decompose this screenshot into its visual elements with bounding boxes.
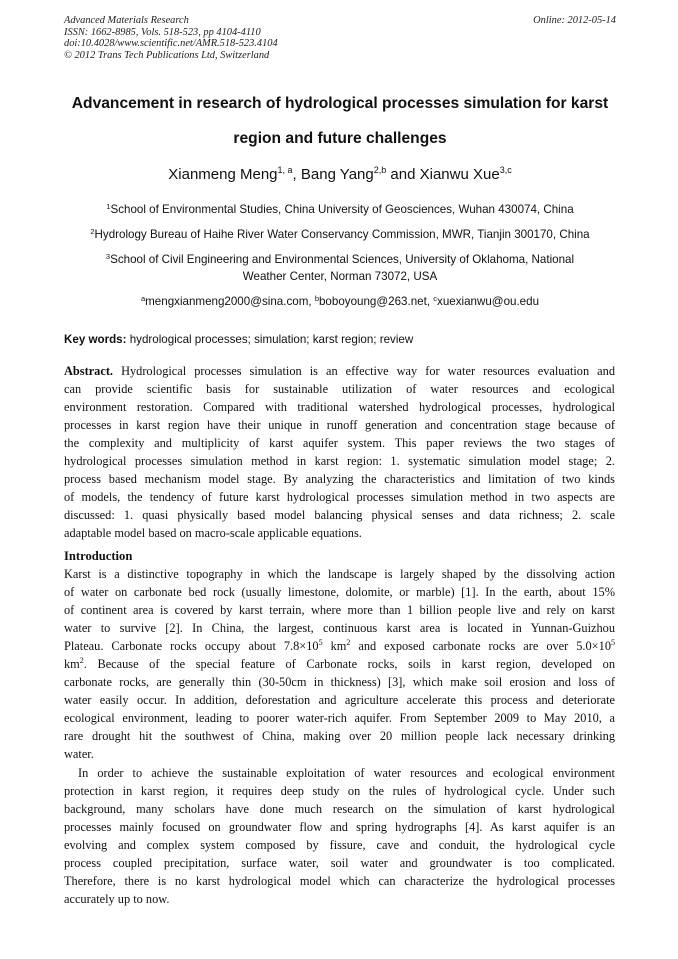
- affiliation-2: [50, 226, 630, 243]
- affiliation-1: [50, 201, 630, 218]
- author-affil-mark: 2,b: [373, 165, 387, 175]
- issn-line: ISSN: 1662-8985, Vols. 518-523, pp 4104-4110: [64, 26, 261, 38]
- body-line: evolving and complex system composed by fissure, cave and conduit, the hydrological cycle: [64, 838, 615, 853]
- body-line: process coupled precipitation, surface water, soil water and groundwater is too complicated.: [64, 856, 615, 871]
- abstract-label: Abstract.: [64, 364, 114, 378]
- body-line: of continent area is covered by karst terrain, where more than 1 billion people live and rely on karst: [64, 603, 615, 618]
- body-line: carbonate rocks, are generally thin (30-50cm in thickness) [3], which make soil erosion and loss of: [64, 675, 615, 690]
- copyright-line: © 2012 Trans Tech Publications Ltd, Switzerland: [64, 49, 270, 61]
- journal-header: [64, 15, 616, 61]
- body-line: Plateau. Carbonate rocks occupy about $7.8\times 10^5$ $km^2$ and exposed carbonate rocks are over $5.0\times 10^5$: [64, 638, 615, 654]
- body-line: rare drought hit the southwest of China, making over 20 million people lack necessary drinking: [64, 729, 615, 744]
- body-line: water easily occur. In addition, deforestation and agriculture accelerate this process and deteriorate: [64, 693, 615, 708]
- abstract-line: the complexity and multiplicity of karst aquifer system. This paper reviews the two stages of: [64, 436, 615, 451]
- abstract-line: environment restoration. Compared with traditional watershed hydrological processes, hydrological: [64, 400, 615, 415]
- abstract-line: discussed: 1. quasi physically based model balancing physical senses and data richness; 2. scale: [64, 508, 615, 523]
- abstract-line: hydrological processes simulation method in karst region: 1. systematic simulation model stage; 2.: [64, 454, 615, 469]
- body-line: $km^2$. Because of the special feature of Carbonate rocks, soils in karst region, developed on: [64, 656, 615, 672]
- body-line: protection in karst region, it requires deep study on the rules of hydrological cycle. Under such: [64, 784, 615, 799]
- title-line-1: Advancement in research of hydrological processes simulation for karst: [71, 95, 609, 112]
- title-line-2: region and future challenges: [233, 130, 447, 147]
- body-line: processes mainly focused on groundwater flow and spring hydrographs [4]. As karst aquifer is an: [64, 820, 615, 835]
- affiliation-3: [50, 251, 630, 285]
- body-line: background, many scholars have done much research on the simulation of karst hydrological: [64, 802, 615, 817]
- abstract-line: adaptable model based on macro-scale applicable equations.: [64, 526, 362, 541]
- author-name: Xianwu Xue: [419, 166, 500, 183]
- body-line: water.: [64, 747, 94, 762]
- author-affil-mark: 1, a: [277, 165, 293, 175]
- email-mark: b: [314, 294, 319, 303]
- body-line: Therefore, there is no karst hydrological model which can characterize the hydrological processes: [64, 874, 615, 889]
- body-line: accurately up to now.: [64, 892, 170, 907]
- email-list: [50, 293, 630, 310]
- author-affil-mark: 3,c: [499, 165, 512, 175]
- online-date: Online: 2012-05-14: [533, 15, 616, 26]
- section-heading-introduction: Introduction: [64, 549, 133, 563]
- abstract-line: can provide scientific basis for sustainable utilization of water resources and ecological: [64, 382, 615, 397]
- body-line: of water on carbonate bed rock (usually limestone, dolomite, or marble) [1]. In the earth, about 15%: [64, 585, 615, 600]
- introduction-paragraph-2: [64, 764, 615, 908]
- affil-text: Hydrology Bureau of Haihe River Water Conservancy Commission, MWR, Tianjin 300170, China: [94, 228, 590, 241]
- body-line: ecological environment, leading to poorer water-rich aquifer. From September 2009 to May 2010, a: [64, 711, 615, 726]
- doi-line: doi:10.4028/www.scientific.net/AMR.518-523.4104: [64, 38, 278, 50]
- body-line: water to survive [2]. In China, the largest, continuous karst area is located in Yunnan-Guizhou: [64, 621, 615, 636]
- author-name: Xianmeng Meng: [168, 166, 278, 183]
- author-name: Bang Yang: [300, 166, 374, 183]
- abstract: [64, 362, 615, 542]
- keywords: [64, 332, 624, 348]
- affil-mark: 1: [106, 202, 111, 211]
- journal-name: Advanced Materials Research: [64, 15, 189, 26]
- affil-mark: 3: [105, 252, 111, 261]
- abstract-line: processes in karst region have their unique in runoff generation and concentration stage because of: [64, 418, 615, 433]
- author-separator: ,: [292, 166, 301, 183]
- introduction-paragraph-1: [64, 565, 615, 764]
- author-list: [40, 165, 640, 185]
- email-link[interactable]: xuexianwu@ou.edu: [437, 295, 540, 308]
- affil-mark: 2: [90, 227, 95, 236]
- email-mark: a: [140, 294, 146, 303]
- affil-text: School of Environmental Studies, China University of Geosciences, Wuhan 430074, China: [110, 203, 574, 216]
- email-link[interactable]: mengxianmeng2000@sina.com,: [145, 295, 315, 308]
- email-mark: c: [433, 294, 438, 303]
- affil-text-cont: Weather Center, Norman 73072, USA: [242, 270, 438, 283]
- author-separator: and: [386, 166, 420, 183]
- email-link[interactable]: boboyoung@263.net,: [318, 295, 434, 308]
- body-line: In order to achieve the sustainable exploitation of water resources and ecological environment: [78, 766, 615, 780]
- affil-text: School of Civil Engineering and Environmental Sciences, University of Oklahoma, National: [110, 253, 575, 266]
- abstract-line: process based mechanism model stage. By analyzing the characteristics and limitation of two kinds: [64, 472, 615, 487]
- body-line: Karst is a distinctive topography in which the landscape is largely shaped by the dissolving action: [64, 567, 615, 581]
- abstract-line: Abstract. Hydrological processes simulation is an effective way for water resources evaluation and: [64, 364, 615, 378]
- abstract-line: of models, the tendency of future karst hydrological processes simulation method in two aspects are: [64, 490, 615, 505]
- keywords-label: Key words:: [64, 333, 127, 346]
- keywords-text: hydrological processes; simulation; karst region; review: [126, 333, 414, 346]
- paper-title: [52, 86, 628, 156]
